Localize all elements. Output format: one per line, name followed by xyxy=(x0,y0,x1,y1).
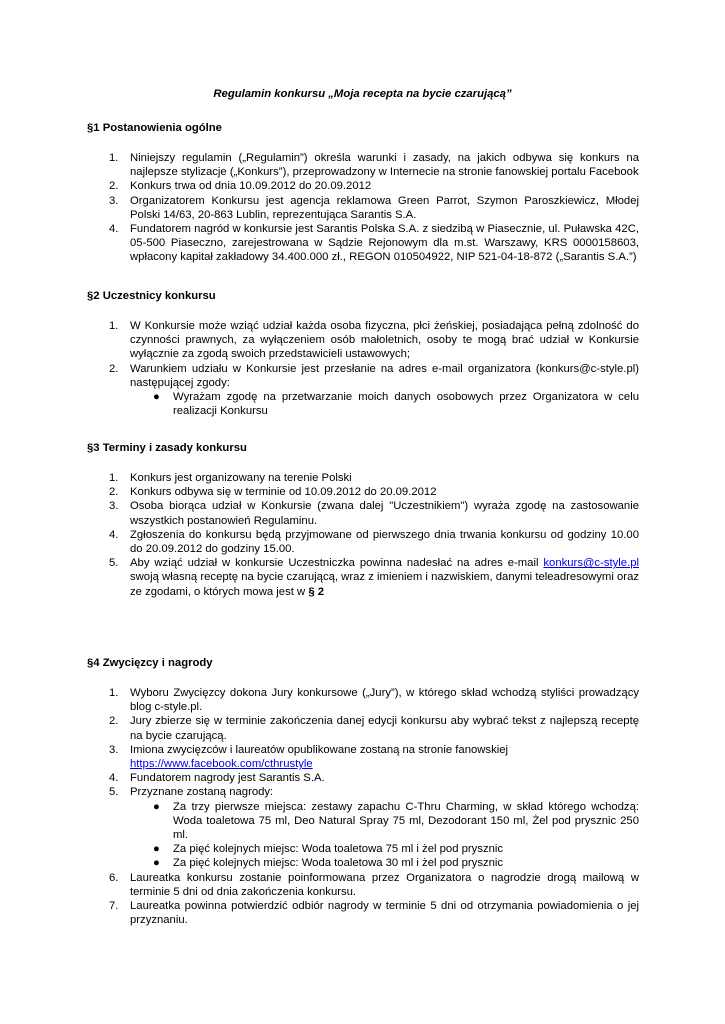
section-reference: § 2 xyxy=(308,585,325,598)
list-item: 1. Niniejszy regulamin („Regulamin”) określa warunki i zasady, na jakich odbywa się konkurs na najlepsze stylizacje („Konkurs”), przeprowadzony w Internecie na stronie fanowskiej portalu Facebook xyxy=(109,152,639,179)
section-3-heading: §3 Terminy i zasady konkursu xyxy=(87,442,247,454)
list-item: 4. Fundatorem nagród w konkursie jest Sarantis Polska S.A. z siedzibą w Piasecznie, ul. Puławska 42C, 05-500 Piaseczno, zarejestrowana w Sądzie Rejonowym dla m.st. Warszawy, KRS 0000158603, wpłacony kapitał zakładowy 34.400.000 zł., REGON 010504922, NIP 521-04-18-872 („Sarantis S.A.”) xyxy=(109,223,639,264)
list-item: 2. Warunkiem udziału w Konkursie jest przesłanie na adres e-mail organizatora (konkurs@c-style.pl) następującej zgody: ● Wyrażam zgodę na przetwarzanie moich danych osobowych przez Organizatora w celu realizacji Konkursu xyxy=(87,362,639,419)
list-item: 1. Konkurs jest organizowany na terenie Polski xyxy=(109,472,352,484)
list-item: 3. Imiona zwycięzców i laureatów opublikowane zostaną na stronie fanowskiej https://www.facebook.com/cthrustyle xyxy=(109,743,509,771)
list-item: 2. Konkurs odbywa się w terminie od 10.09.2012 do 20.09.2012 xyxy=(109,486,437,499)
section-1-list xyxy=(87,151,639,265)
bullet-item: ● Za trzy pierwsze miejsca: zestawy zapachu C-Thru Charming, w skład którego wchodzą: Woda toaletowa 75 ml, Deo Natural Spray 75 ml, Dezodorant 150 ml, Żel pod prysznic 250 ml. xyxy=(153,800,639,842)
section-2-list xyxy=(87,319,639,418)
list-item: 1. Wyboru Zwycięzcy dokona Jury konkursowe („Jury”), w którego skład wchodzą styliści prowadzący blog c-style.pl. xyxy=(109,687,639,714)
list-item: 5. Przyznane zostaną nagrody: ● Za trzy pierwsze miejsca: zestawy zapachu C-Thru Charming, w skład którego wchodzą: Woda toaletowa 75 ml, Deo Natural Spray 75 ml, Dezodorant 150 ml, Żel pod prysznic 250 ml. ● Za pięć kolejnych miejsc: Woda toaletowa 75 ml i żel pod prysznic ● Za pięć kolejnych miejsc: Woda toaletowa 30 ml i żel pod prysznic xyxy=(87,785,639,870)
bullet-item: ● Za pięć kolejnych miejsc: Woda toaletowa 75 ml i żel pod prysznic xyxy=(153,843,504,856)
bullet-icon: ● xyxy=(153,857,160,870)
bullet-icon: ● xyxy=(153,800,160,813)
bullet-icon: ● xyxy=(153,391,160,404)
section-4-list xyxy=(87,686,639,927)
document-title: Regulamin konkursu „Moja recepta na bycie czarującą” xyxy=(213,88,512,100)
list-item: 3. Organizatorem Konkursu jest agencja reklamowa Green Parrot, Szymon Paroszkiewicz, Młodej Polski 14/63, 20-863 Lublin, reprezentująca Sarantis S.A. xyxy=(109,194,639,221)
list-item: 2. Jury zbierze się w terminie zakończenia danej edycji konkursu aby wybrać tekst z najlepszą receptę na bycie czarującą. xyxy=(109,715,639,742)
facebook-link[interactable]: https://www.facebook.com/cthrustyle xyxy=(130,758,313,771)
list-item: 7. Laureatka powinna potwierdzić odbiór nagrody w terminie 5 dni od otrzymania powiadomienia o jej przyznaniu. xyxy=(109,900,639,927)
list-item: 4. Fundatorem nagrody jest Sarantis S.A. xyxy=(109,772,325,785)
list-item: 5. Aby wziąć udział w konkursie Uczestniczka powinna nadesłać na adres e-mail konkurs@c-style.pl swoją własną receptę na bycie czarującą, wraz z imieniem i nazwiskiem, danymi teleadresowymi oraz ze zgodami, o których mowa jest w § 2 xyxy=(109,557,639,598)
list-item: 2. Konkurs trwa od dnia 10.09.2012 do 20.09.2012 xyxy=(109,180,372,193)
section-4-heading: §4 Zwycięzcy i nagrody xyxy=(87,657,213,669)
section-3-list xyxy=(87,471,639,599)
list-item: 3. Osoba biorąca udział w Konkursie (zwana dalej "Uczestnikiem") wyraża zgodę na zastosowanie wszystkich postanowień Regulaminu. xyxy=(109,500,639,527)
bullet-item: ● Za pięć kolejnych miejsc: Woda toaletowa 30 ml i żel pod prysznic xyxy=(153,857,504,870)
section-1-heading: §1 Postanowienia ogólne xyxy=(87,122,222,134)
bullet-icon: ● xyxy=(153,843,160,856)
list-item: 1. W Konkursie może wziąć udział każda osoba fizyczna, płci żeńskiej, posiadająca pełną zdolność do czynności prawnych, za wyłączeniem osób małoletnich, osoby te mogą brać udział w Konkursie wyłącznie za zgodą swoich przedstawicieli ustawowych; xyxy=(109,320,639,361)
section-2-heading: §2 Uczestnicy konkursu xyxy=(87,290,216,302)
prize-bullets xyxy=(87,800,639,871)
email-link[interactable]: konkurs@c-style.pl xyxy=(543,557,639,570)
bullet-item: ● Wyrażam zgodę na przetwarzanie moich danych osobowych przez Organizatora w celu realizacji Konkursu xyxy=(153,391,639,418)
list-item: 4. Zgłoszenia do konkursu będą przyjmowane od pierwszego dnia trwania konkursu od godziny 10.00 do 20.09.2012 do godziny 15.00. xyxy=(109,528,639,556)
list-item: 6. Laureatka konkursu zostanie poinformowana przez Organizatora o nagrodzie drogą mailową w terminie 5 dni od dnia zakończenia konkursu. xyxy=(109,871,639,898)
consent-bullets xyxy=(87,390,639,418)
